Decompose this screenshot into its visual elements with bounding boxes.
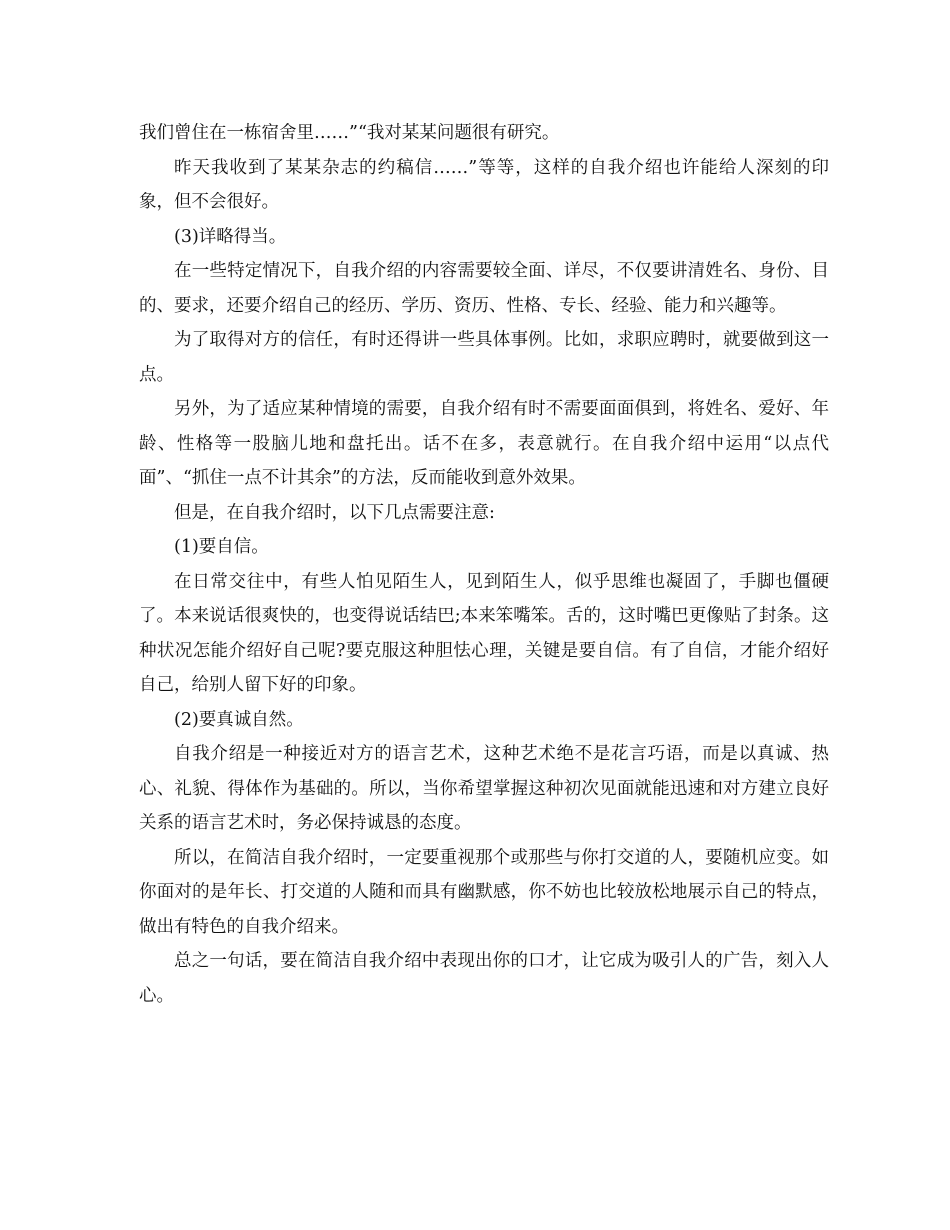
section-heading-2: (2)要真诚自然。 (174, 709, 304, 730)
section-heading-3: (3)详略得当。 (174, 226, 287, 247)
section-heading-1: (1)要自信。 (174, 537, 269, 557)
paragraph: 但是，在自我介绍时，以下几点需要注意: (174, 502, 495, 523)
paragraph: 另外，为了适应某种情境的需要，自我介绍有时不需要面面俱到，将姓名、爱好、年龄、性格等一股脑儿地和盘托出。话不在多，表意就行。在自我介绍中运用“以点代面”、“抓住一点不计其余”的方法，反而能收到意外效果。 (139, 399, 829, 488)
paragraph: 自我介绍是一种接近对方的语言艺术，这种艺术绝不是花言巧语，而是以真诚、热心、礼貌、得体作为基础的。所以，当你希望掌握这种初次见面就能迅速和对方建立良好关系的语言艺术时，务必保持诚恳的态度。 (139, 744, 829, 833)
paragraph: 在一些特定情况下，自我介绍的内容需要较全面、详尽，不仅要讲清姓名、身份、目的、要求，还要介绍自己的经历、学历、资历、性格、专长、经验、能力和兴趣等。 (139, 261, 829, 316)
paragraph: 在日常交往中，有些人怕见陌生人，见到陌生人，似乎思维也凝固了，手脚也僵硬了。本来说话很爽快的，也变得说话结巴;本来笨嘴笨。舌的，这时嘴巴更像贴了封条。这种状况怎能介绍好自己呢?要克服这种胆怯心理，关键是要自信。有了自信，才能介绍好自己，给别人留下好的印象。 (139, 571, 829, 695)
paragraph: 为了取得对方的信任，有时还得讲一些具体事例。比如，求职应聘时，就要做到这一点。 (139, 330, 829, 385)
paragraph-conclusion: 总之一句话，要在简洁自我介绍中表现出你的口才，让它成为吸引人的广告，刻入人心。 (139, 951, 829, 1006)
paragraph: 所以，在简洁自我介绍时，一定要重视那个或那些与你打交道的人，要随机应变。如你面对的是年长、打交道的人随和而具有幽默感，你不妨也比较放松地展示自己的特点，做出有特色的自我介绍来。 (139, 847, 829, 937)
paragraph-continuation: 我们曾住在一栋宿舍里……”“我对某某问题很有研究。 (139, 123, 560, 143)
paragraph: 昨天我收到了某某杂志的约稿信……”等等，这样的自我介绍也许能给人深刻的印象，但不会很好。 (139, 157, 829, 212)
document-body (139, 116, 829, 1013)
